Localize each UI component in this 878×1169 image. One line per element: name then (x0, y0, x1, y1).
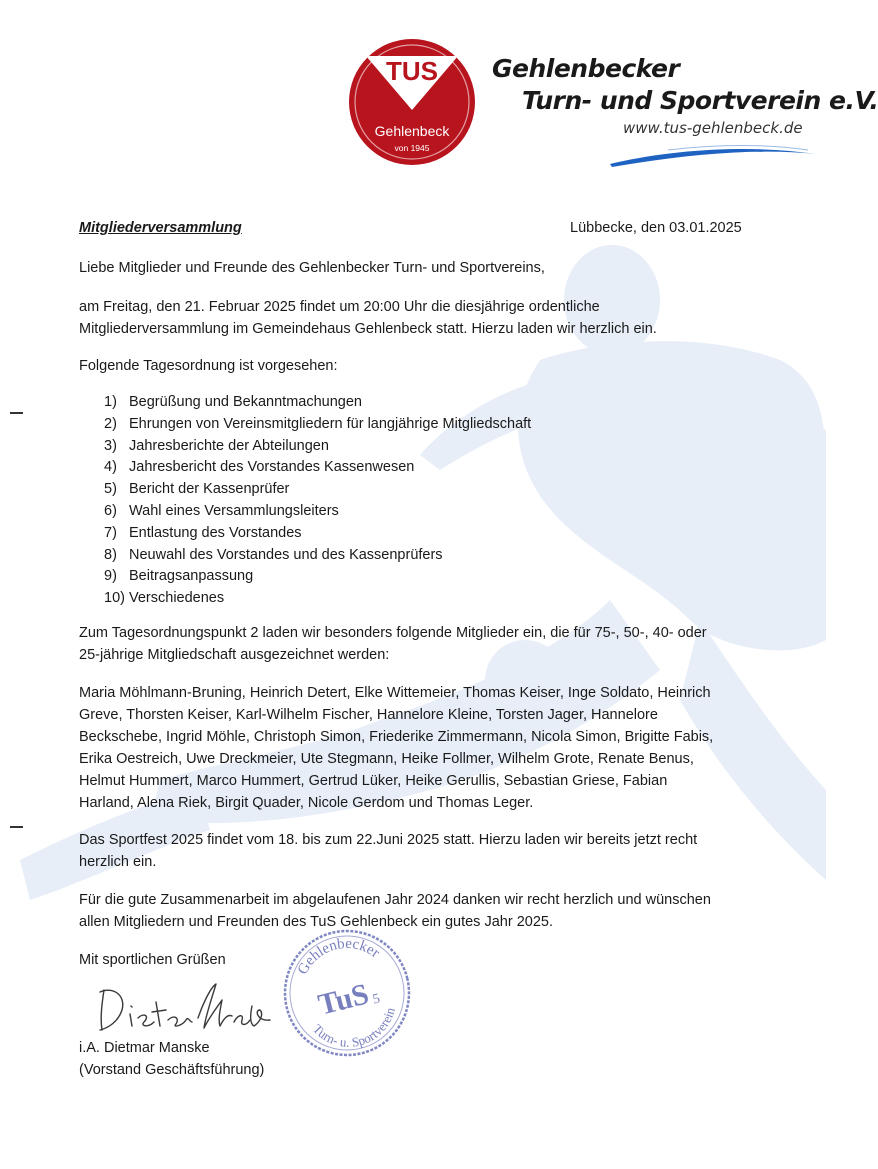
sportfest-line-1: Das Sportfest 2025 findet vom 18. bis zum 22.Juni 2025 statt. Hierzu laden wir bereits jetzt recht (79, 832, 698, 848)
intro-line-1: am Freitag, den 21. Februar 2025 findet um 20:00 Uhr die diesjährige ordentliche (79, 299, 600, 315)
thanks-line-1: Für die gute Zusammenarbeit im abgelaufenen Jahr 2024 danken wir recht herzlich und wünschen (79, 892, 711, 908)
sportfest-line-2: herzlich ein. (79, 854, 157, 870)
fold-mark-top (10, 412, 23, 414)
names-line-1: Maria Möhlmann-Bruning, Heinrich Detert, Elke Wittemeier, Thomas Keiser, Inge Soldato, Heinrich (79, 685, 711, 701)
header-swoosh (608, 140, 818, 168)
agenda-intro: Folgende Tagesordnung ist vorgesehen: (79, 358, 338, 374)
agenda-item: 4) Jahresbericht des Vorstandes Kassenwesen (104, 459, 415, 476)
names-line-3: Beckschebe, Ingrid Möhle, Christoph Simon, Friederike Zimmermann, Nicola Simon, Brigitte Fabis, (79, 729, 714, 745)
place-date: Lübbecke, den 03.01.2025 (570, 220, 742, 236)
honors-line-1: Zum Tagesordnungspunkt 2 laden wir besonders folgende Mitglieder ein, die für 75-, 50-, 40- oder (79, 625, 707, 641)
club-stamp (282, 928, 412, 1058)
logo-since-text: von 1945 (394, 143, 430, 153)
agenda-item: 7) Entlastung des Vorstandes (104, 524, 302, 541)
logo-tus-text: TUS (386, 56, 438, 86)
names-line-4: Erika Oestreich, Uwe Dreckmeier, Ute Stegmann, Heike Follmer, Wilhelm Grote, Renate Benus, (79, 751, 694, 767)
handwritten-signature (94, 978, 274, 1040)
agenda-item: 9) Beitragsanpassung (104, 568, 254, 585)
thanks-line-2: allen Mitgliedern und Freunden des TuS Gehlenbeck ein gutes Jahr 2025. (79, 914, 553, 930)
salutation: Liebe Mitglieder und Freunde des Gehlenbecker Turn- und Sportvereins, (79, 260, 545, 276)
fold-mark-bottom (10, 826, 23, 828)
club-name-line2: Turn- und Sportverein e.V. (522, 86, 878, 115)
logo-name-text: Gehlenbeck (374, 123, 450, 139)
agenda-list (104, 392, 531, 610)
names-line-2: Greve, Thorsten Keiser, Karl-Wilhelm Fischer, Hannelore Kleine, Torsten Jager, Hannelore (79, 707, 658, 723)
agenda-item: 10) Verschiedenes (104, 590, 225, 607)
honors-line-2: 25-jährige Mitgliedschaft ausgezeichnet werden: (79, 647, 390, 663)
signer-role: (Vorstand Geschäftsführung) (79, 1062, 265, 1078)
club-name-line1: Gehlenbecker (492, 54, 680, 83)
agenda-item: 6) Wahl eines Versammlungsleiters (104, 502, 339, 519)
club-logo (348, 38, 476, 166)
club-website: www.tus-gehlenbeck.de (623, 119, 803, 137)
closing: Mit sportlichen Grüßen (79, 952, 226, 968)
signer-name: i.A. Dietmar Manske (79, 1040, 210, 1056)
intro-line-2: Mitgliederversammlung im Gemeindehaus Gehlenbeck statt. Hierzu laden wir herzlich ein. (79, 321, 657, 337)
names-line-5: Helmut Hummert, Marco Hummert, Gertrud Lüker, Heike Gerullis, Sebastian Griese, Fabian (79, 773, 668, 789)
agenda-item: 1) Begrüßung und Bekanntmachungen (104, 394, 362, 410)
agenda-item: 3) Jahresberichte der Abteilungen (104, 437, 329, 454)
svg-text:5: 5 (371, 991, 382, 1008)
svg-text:TuS: TuS (314, 977, 373, 1022)
letter-subject: Mitgliederversammlung (79, 220, 242, 236)
svg-text:Gehlenbecker: Gehlenbecker (294, 935, 383, 978)
svg-text:Turn- u. Sportverein: Turn- u. Sportverein (309, 1005, 398, 1050)
agenda-item: 5) Bericht der Kassenprüfer (104, 481, 290, 498)
names-line-6: Harland, Alena Riek, Birgit Quader, Nicole Gerdom und Thomas Leger. (79, 795, 534, 811)
agenda-item: 2) Ehrungen von Vereinsmitgliedern für langjährige Mitgliedschaft (104, 415, 532, 432)
agenda-item: 8) Neuwahl des Vorstandes und des Kassenprüfers (104, 546, 443, 563)
